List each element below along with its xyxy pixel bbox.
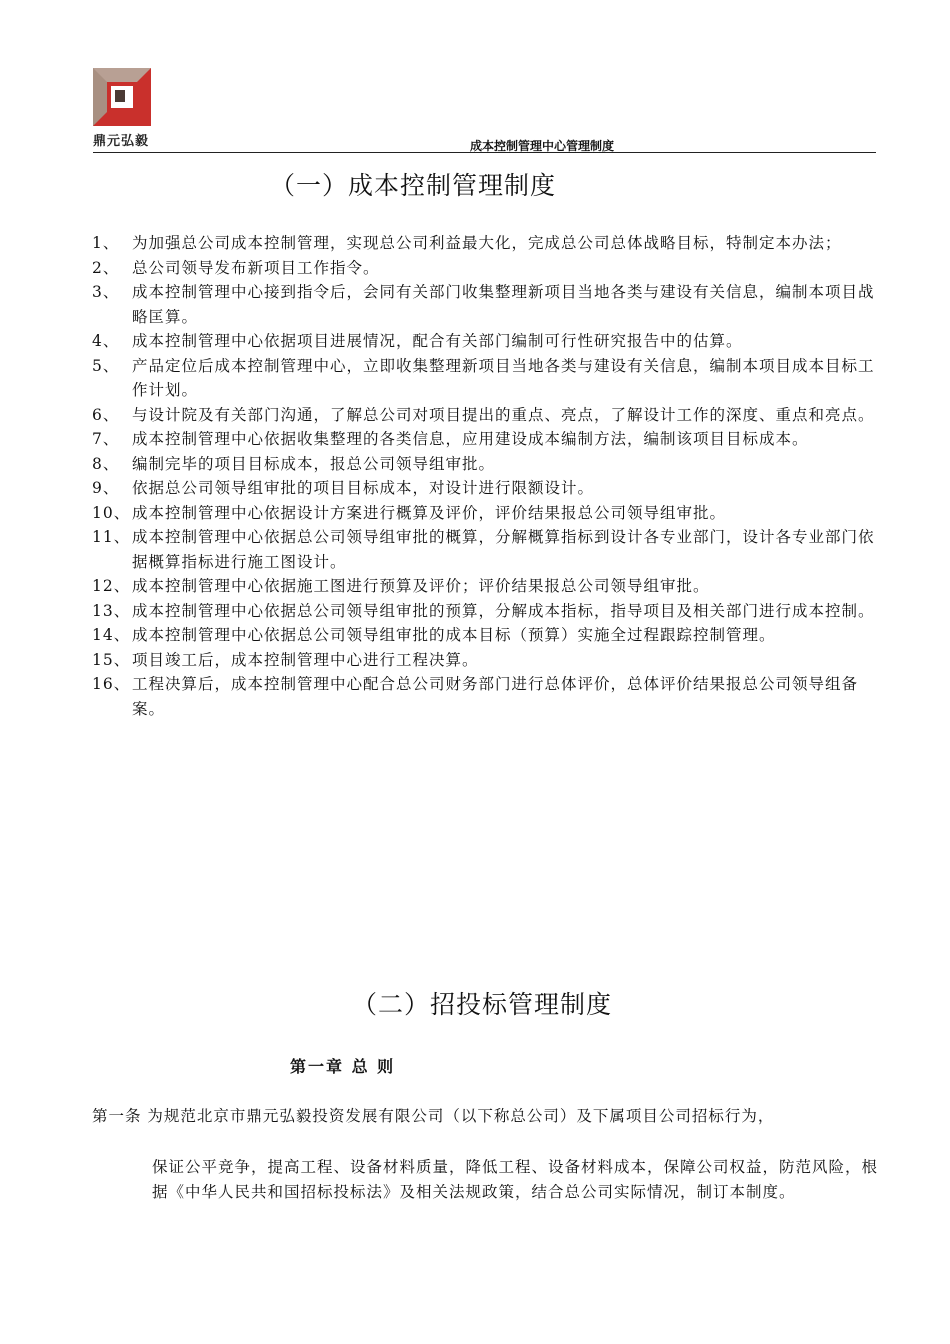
item-number: 13、	[92, 601, 131, 620]
article-first-line: 第一条 为规范北京市鼎元弘毅投资发展有限公司（以下称总公司）及下属项目公司招标行为，	[92, 1107, 775, 1125]
list-item	[90, 672, 890, 721]
item-text: 成本控制管理中心依据总公司领导组审批的预算，分解成本指标，指导项目及相关部门进行成本控制。	[132, 601, 875, 620]
list-item	[90, 256, 890, 281]
header-title: 成本控制管理中心管理制度	[470, 139, 615, 153]
list-item	[90, 329, 890, 354]
list-item	[90, 427, 890, 452]
item-number: 16、	[92, 675, 131, 693]
item-text: 成本控制管理中心依据设计方案进行概算及评价，评价结果报总公司领导组审批。	[132, 503, 727, 522]
item-text: 项目竣工后，成本控制管理中心进行工程决算。	[132, 650, 479, 669]
list-item	[90, 452, 890, 477]
list-item	[90, 623, 890, 648]
list-item	[90, 574, 890, 599]
item-number: 3、	[92, 283, 120, 301]
item-number: 11、	[92, 528, 131, 546]
item-number: 7、	[92, 430, 120, 448]
list-item	[90, 280, 890, 329]
item-number: 12、	[92, 577, 131, 595]
item-text: 成本控制管理中心接到指令后，会同有关部门收集整理新项目当地各类与建设有关信息，编制本项目战略匡算。	[132, 283, 875, 326]
list-item	[90, 231, 890, 256]
item-number: 15、	[92, 650, 131, 669]
item-text: 依据总公司领导组审批的项目目标成本，对设计进行限额设计。	[132, 479, 595, 497]
list-item	[90, 354, 890, 403]
item-text: 成本控制管理中心依据项目进展情况，配合有关部门编制可行性研究报告中的估算。	[132, 332, 743, 350]
item-number: 4、	[92, 332, 120, 350]
item-number: 8、	[92, 454, 120, 473]
item-text: 总公司领导发布新项目工作指令。	[132, 258, 380, 277]
logo-inner-square	[115, 90, 125, 102]
header-rule	[93, 152, 876, 153]
section2-title: （二）招投标管理制度	[352, 990, 613, 1019]
list-item	[90, 403, 890, 428]
item-text: 编制完毕的项目目标成本，报总公司领导组审批。	[132, 454, 496, 473]
item-number: 1、	[92, 234, 120, 252]
item-number: 2、	[92, 258, 120, 277]
item-text: 为加强总公司成本控制管理，实现总公司利益最大化，完成总公司总体战略目标，特制定本办法；	[132, 234, 842, 252]
item-text: 产品定位后成本控制管理中心，立即收集整理新项目当地各类与建设有关信息，编制本项目成本目标工作计划。	[132, 356, 875, 399]
list-item	[90, 648, 890, 673]
logo-text: 鼎元弘毅	[93, 134, 150, 149]
item-text: 成本控制管理中心依据总公司领导组审批的概算，分解概算指标到设计各专业部门，设计各专业部门依据概算指标进行施工图设计。	[132, 528, 875, 571]
list-item	[90, 501, 890, 526]
item-text: 工程决算后，成本控制管理中心配合总公司财务部门进行总体评价，总体评价结果报总公司领导组备案。	[132, 675, 859, 718]
item-text: 与设计院及有关部门沟通，了解总公司对项目提出的重点、亮点，了解设计工作的深度、重点和亮点。	[132, 405, 875, 424]
item-number: 5、	[92, 356, 120, 375]
item-text: 成本控制管理中心依据收集整理的各类信息，应用建设成本编制方法，编制该项目目标成本。	[132, 430, 809, 448]
chapter-heading: 第一章 总 则	[290, 1057, 396, 1076]
section1-title: （一）成本控制管理制度	[270, 171, 557, 200]
item-text: 成本控制管理中心依据总公司领导组审批的成本目标（预算）实施全过程跟踪控制管理。	[132, 626, 776, 644]
list-item	[90, 599, 890, 624]
article-continuation: 保证公平竞争，提高工程、设备材料质量，降低工程、设备材料成本，保障公司权益，防范风险，根据《中华人民共和国招标投标法》及相关法规政策，结合总公司实际情况，制订本制度。	[152, 1158, 879, 1201]
list-item	[90, 476, 890, 501]
list-item	[90, 525, 890, 574]
item-number: 6、	[92, 405, 120, 424]
cost-control-list	[90, 231, 890, 721]
item-text: 成本控制管理中心依据施工图进行预算及评价；评价结果报总公司领导组审批。	[132, 577, 710, 595]
item-number: 9、	[92, 479, 120, 497]
item-number: 14、	[92, 626, 131, 644]
item-number: 10、	[92, 503, 131, 522]
